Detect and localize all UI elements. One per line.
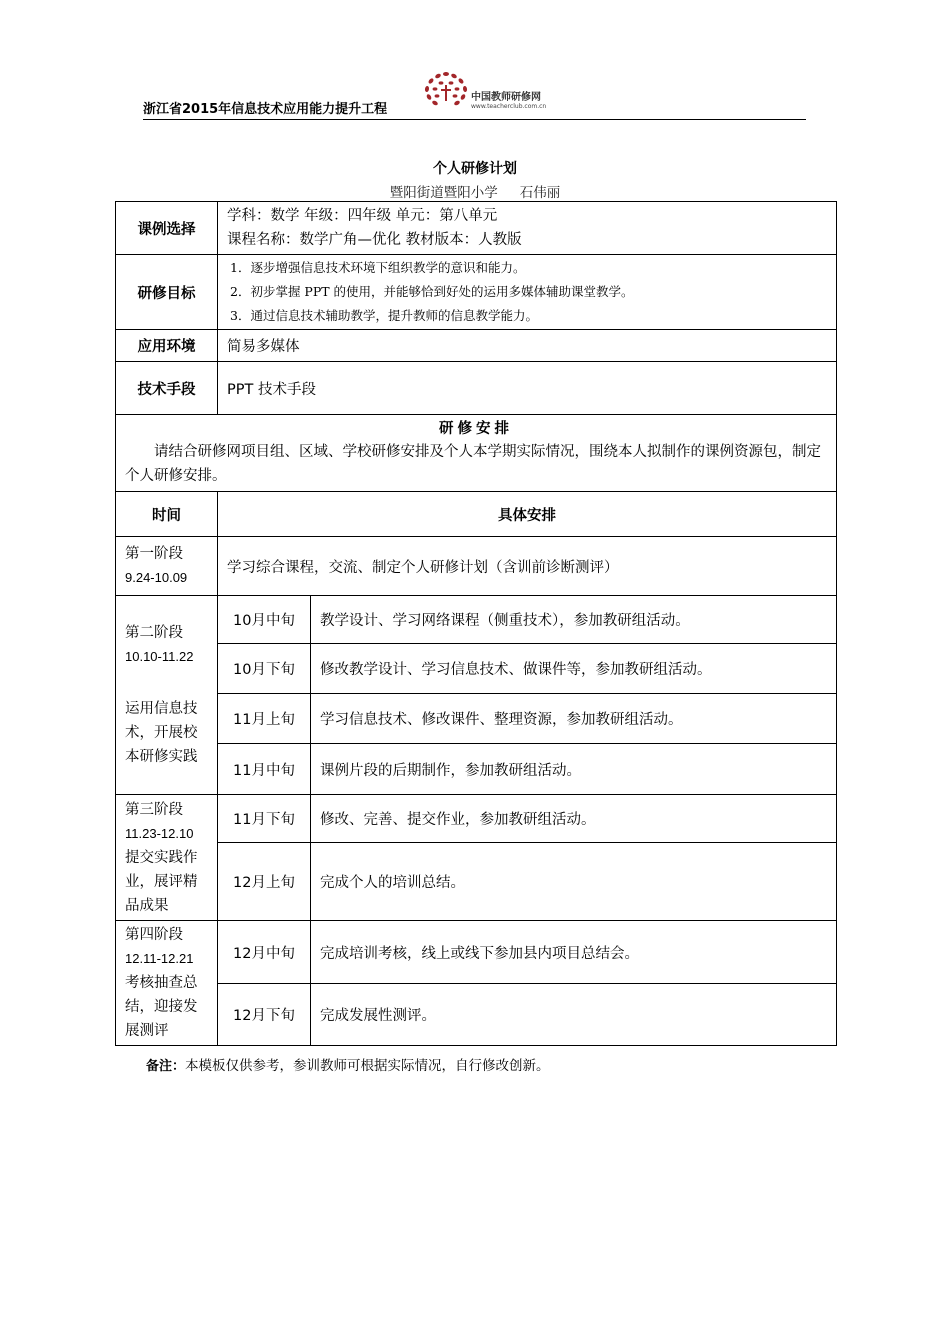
- schedule-time: 12月下旬: [218, 984, 311, 1046]
- arrangement-cell: [116, 415, 837, 492]
- stage-description: 提交实践作业，展评精品成果: [125, 849, 198, 914]
- goals-list: [218, 255, 837, 330]
- schedule-row: [116, 984, 837, 1046]
- goal-item: 2．初步掌握 PPT 的使用，并能够恰到好处的运用多媒体辅助课堂教学。: [230, 284, 634, 299]
- schedule-plan: 教学设计、学习网络课程（侧重技术），参加教研组活动。: [311, 596, 837, 644]
- schedule-header-row: [116, 492, 837, 537]
- schedule-plan: 学习信息技术、修改课件、整理资源，参加教研组活动。: [311, 694, 837, 744]
- plan-column-header: 具体安排: [218, 492, 837, 537]
- schedule-row: [116, 644, 837, 694]
- schedule-plan: 完成发展性测评。: [311, 984, 837, 1046]
- schedule-row: [116, 596, 837, 644]
- stage-description: 运用信息技术，开展校本研修实践: [125, 701, 198, 765]
- stage-dates: 11.23-12.10: [125, 825, 194, 841]
- environment-row: [116, 330, 837, 362]
- schedule-plan: 修改教学设计、学习信息技术、做课件等，参加教研组活动。: [311, 644, 837, 694]
- arrangement-title: 研修安排: [439, 421, 513, 437]
- document-title: 个人研修计划: [433, 161, 517, 177]
- course-value: [218, 202, 837, 255]
- header-title: 浙江省2015年信息技术应用能力提升工程: [143, 102, 388, 117]
- stage-dates: 12.11-12.21: [125, 951, 194, 966]
- technique-value: PPT 技术手段: [218, 362, 837, 415]
- schedule-time: 11月下旬: [218, 795, 311, 843]
- logo-url: www.teacherclub.com.cn: [471, 103, 547, 110]
- technique-label: 技术手段: [116, 362, 218, 415]
- schedule-row: [116, 744, 837, 795]
- course-row: [116, 202, 837, 255]
- logo-dots-icon: [421, 70, 471, 110]
- footnote-text: 本模板仅供参考，参训教师可根据实际情况，自行修改创新。: [185, 1058, 550, 1074]
- logo-name: 中国教师研修网: [471, 92, 541, 103]
- environment-label: 应用环境: [116, 330, 218, 362]
- author-name: 石伟丽: [519, 185, 561, 201]
- schedule-plan: 完成培训考核，线上或线下参加县内项目总结会。: [311, 921, 837, 984]
- goals-row: [116, 255, 837, 330]
- environment-value: 简易多媒体: [218, 330, 837, 362]
- goal-item: 1．逐步增强信息技术环境下组织教学的意识和能力。: [230, 260, 526, 275]
- goals-label: 研修目标: [116, 255, 218, 330]
- header-divider: [143, 119, 806, 120]
- stage-name: 第三阶段: [125, 801, 183, 818]
- page-header: [143, 70, 806, 120]
- schedule-plan: 修改、完善、提交作业，参加教研组活动。: [311, 795, 837, 843]
- stage-cell: [116, 537, 218, 596]
- footnote-label: 备注：: [146, 1059, 186, 1074]
- schedule-time: 11月上旬: [218, 694, 311, 744]
- course-name-line: 课程名称：数学广角—优化 教材版本：人教版: [227, 232, 522, 248]
- footnote: [146, 1054, 550, 1074]
- stage-cell: [116, 921, 218, 1046]
- course-label: 课例选择: [116, 202, 218, 255]
- goal-item: 3．通过信息技术辅助教学，提升教师的信息教学能力。: [230, 308, 538, 323]
- schedule-row: [116, 843, 837, 921]
- schedule-plan: 完成个人的培训总结。: [311, 843, 837, 921]
- course-subject-line: 学科：数学 年级：四年级 单元：第八单元: [227, 208, 498, 224]
- stage-plan: 学习综合课程，交流、制定个人研修计划（含训前诊断测评）: [218, 537, 837, 596]
- schedule-row: [116, 795, 837, 843]
- school-name: 暨阳街道暨阳小学: [389, 185, 498, 201]
- schedule-time: 12月中旬: [218, 921, 311, 984]
- stage-dates: 10.10-11.22: [125, 649, 194, 664]
- stage-dates: 9.24-10.09: [125, 570, 188, 585]
- document-author-line: [0, 181, 950, 201]
- technique-row: [116, 362, 837, 415]
- stage-cell: [116, 795, 218, 921]
- time-column-header: 时间: [116, 492, 218, 537]
- schedule-time: 10月下旬: [218, 644, 311, 694]
- stage-name: 第二阶段: [125, 625, 183, 641]
- stage-description: 考核抽查总结，迎接发展测评: [125, 975, 198, 1039]
- schedule-row: [116, 921, 837, 984]
- schedule-plan: 课例片段的后期制作，参加教研组活动。: [311, 744, 837, 795]
- schedule-time: 11月中旬: [218, 744, 311, 795]
- stage-cell: [116, 596, 218, 795]
- study-plan-table: [115, 201, 837, 1046]
- arrangement-description: 请结合研修网项目组、区域、学校研修安排及个人本学期实际情况，围绕本人拟制作的课例资源包，制定个人研修安排。: [125, 444, 821, 484]
- schedule-time: 12月上旬: [218, 843, 311, 921]
- arrangement-row: [116, 415, 837, 492]
- schedule-row: [116, 694, 837, 744]
- stage-name: 第四阶段: [125, 927, 183, 943]
- stage-row: [116, 537, 837, 596]
- teacherclub-logo: [421, 70, 561, 116]
- stage-name: 第一阶段: [125, 546, 183, 562]
- schedule-time: 10月中旬: [218, 596, 311, 644]
